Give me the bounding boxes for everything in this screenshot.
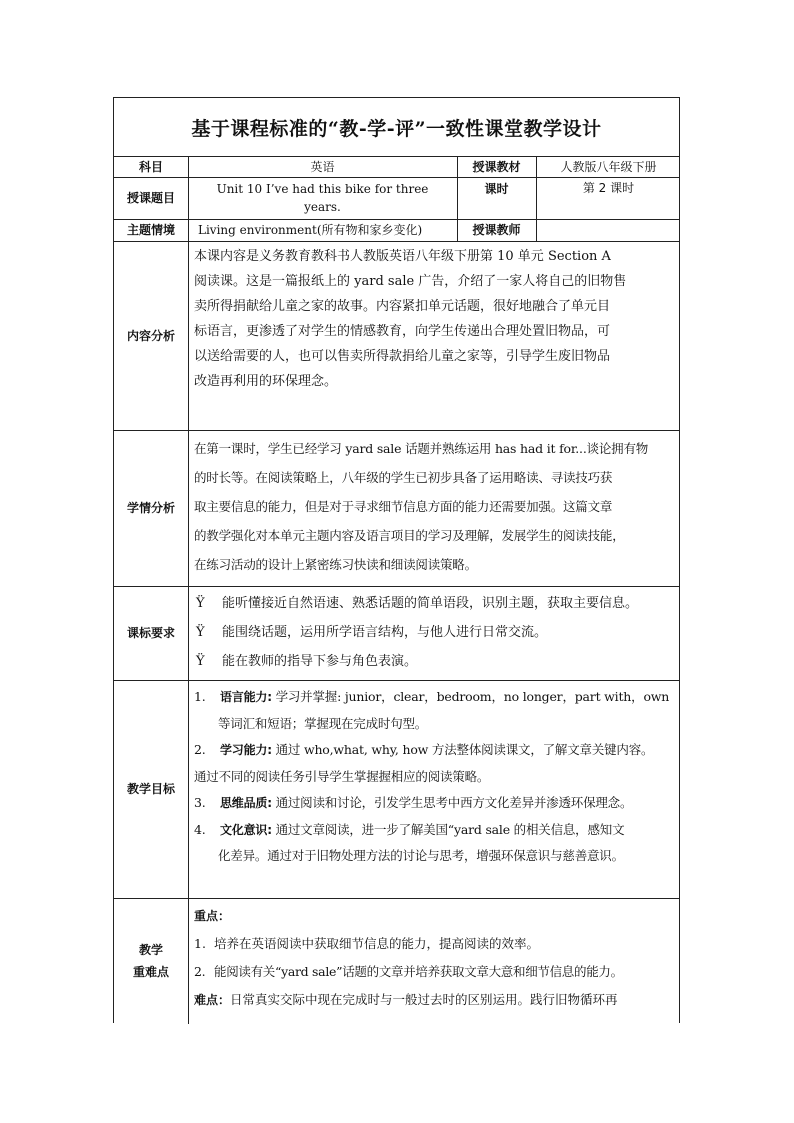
- item-number: 3.: [194, 795, 206, 810]
- text-line: 标语言，更渗透了对学生的情感教育，向学生传递出合理处置旧物品，可: [194, 324, 611, 339]
- bullet-marker: Ÿ: [196, 625, 205, 640]
- text-line: 以送给需要的人，也可以售卖所得款捐给儿童之家等，引导学生废旧物品: [194, 349, 611, 364]
- item-text: 通过 who,what, why, how 方法整体阅读课文，了解文章关键内容。: [271, 742, 654, 757]
- standards-label: 课标要求: [126, 626, 175, 640]
- item-text: 等词汇和短语；掌握现在完成时句型。: [218, 715, 428, 731]
- difficulty-title: 难点：: [194, 993, 231, 1007]
- list-item: [194, 790, 675, 817]
- textbook-value: 人教版八年级下册: [560, 159, 657, 174]
- key-title: 重点：: [194, 909, 231, 923]
- period-label: 课时: [484, 182, 509, 196]
- subject-label: 科目: [138, 159, 163, 174]
- text-line: 的教学强化对本单元主题内容及语言项目的学习及理解，发展学生的阅读技能，: [194, 528, 625, 543]
- difficulty-text: 日常真实交际中现在完成时与一般过去时的区别运用。践行旧物循环再: [230, 992, 618, 1007]
- content-analysis-label: 内容分析: [126, 328, 175, 343]
- lesson-topic-value: [188, 177, 457, 219]
- textbook-label: 授课教材: [472, 159, 521, 174]
- list-item: [194, 684, 675, 737]
- list-item-text: 能围绕话题，运用所学语言结构，与他人进行日常交流。: [222, 625, 548, 640]
- item-number: 1.: [194, 936, 206, 951]
- label-line: 教学: [138, 943, 163, 957]
- list-item: [194, 817, 675, 870]
- item-text: 能阅读有关“yard sale”话题的文章并培养获取文章大意和细节信息的能力。: [214, 964, 623, 979]
- content-analysis-text: [188, 241, 681, 430]
- subject-value: 英语: [310, 159, 335, 174]
- teacher-value: [536, 219, 681, 241]
- text-line: 本课内容是义务教育教科书人教版英语八年级下册第 10 单元 Section A: [194, 249, 611, 264]
- student-analysis-label: 学情分析: [126, 501, 175, 515]
- text-line: 取主要信息的能力，但是对于寻求细节信息方面的能力还需要加强。这篇文章: [194, 499, 613, 514]
- item-key: 文化意识:: [220, 822, 272, 837]
- bullet-marker: Ÿ: [196, 596, 205, 611]
- student-analysis-text: [188, 430, 681, 586]
- list-item: [194, 737, 675, 790]
- key-points-label: [114, 898, 188, 1024]
- item-text: 通过阅读和讨论，引发学生思考中西方文化差异并渗透环保理念。: [271, 795, 633, 810]
- item-text: 通过文章阅读，进一步了解美国“yard sale 的相关信息，感知文: [271, 821, 625, 837]
- list-item: [194, 930, 675, 958]
- bullet-marker: Ÿ: [196, 654, 205, 669]
- text-line: 在第一课时，学生已经学习 yard sale 话题并熟练运用 has had it for...谈论拥有物: [194, 441, 649, 456]
- label-line: 重难点: [132, 965, 169, 979]
- item-key: 思维品质:: [220, 796, 272, 810]
- list-item: [196, 618, 681, 647]
- item-text: 学习并掌握: junior，clear，bedroom，no longer，part with，own: [271, 689, 670, 704]
- list-item: [196, 589, 681, 618]
- item-number: 4.: [194, 821, 206, 837]
- theme-label: 主题情境: [126, 223, 175, 237]
- text-line: 的时长等。在阅读策略上，八年级的学生已初步具备了运用略读、寻读技巧获: [194, 470, 613, 485]
- theme-value: Living environment(所有物和家乡变化): [198, 223, 423, 237]
- lesson-plan-table: [113, 97, 680, 1023]
- difficulty-line: [194, 986, 675, 1014]
- standards-list: [188, 586, 681, 680]
- lesson-topic-line2: years.: [304, 200, 341, 214]
- item-number: 2.: [194, 964, 206, 979]
- text-line: 改造再利用的环保理念。: [194, 374, 338, 389]
- list-item-text: 能听懂接近自然语速、熟悉话题的简单语段，识别主题，获取主要信息。: [222, 596, 639, 611]
- key-points-content: [188, 898, 681, 1024]
- document-title: 基于课程标准的“教-学-评”一致性课堂教学设计: [191, 117, 602, 140]
- text-line: 卖所得捐献给儿童之家的故事。内容紧扣单元话题，很好地融合了单元目: [194, 299, 611, 314]
- item-text: 化差异。通过对于旧物处理方法的讨论与思考，增强环保意识与慈善意识。: [218, 848, 624, 863]
- item-text: 培养在英语阅读中获取细节信息的能力，提高阅读的效率。: [214, 936, 540, 951]
- item-number: 2.: [194, 742, 206, 757]
- text-line: 阅读课。这是一篇报纸上的 yard sale 广告，介绍了一家人将自己的旧物售: [194, 274, 627, 289]
- lesson-topic-line1: Unit 10 I’ve had this bike for three: [216, 182, 429, 196]
- period-value: 第 2 课时: [582, 181, 635, 195]
- text-line: 在练习活动的设计上紧密练习快读和细读阅读策略。: [194, 557, 477, 572]
- objectives-label: 教学目标: [126, 782, 175, 796]
- item-text: 通过不同的阅读任务引导学生掌握握相应的阅读策略。: [194, 768, 490, 784]
- lesson-topic-label: 授课题目: [126, 191, 175, 205]
- list-item: [194, 958, 675, 986]
- item-key: 语言能力:: [220, 690, 272, 704]
- list-item-text: 能在教师的指导下参与角色表演。: [222, 654, 418, 669]
- list-item: [196, 647, 681, 676]
- teacher-label: 授课教师: [472, 223, 521, 237]
- objectives-list: [188, 680, 681, 898]
- item-number: 1.: [194, 689, 206, 704]
- item-key: 学习能力:: [220, 743, 272, 757]
